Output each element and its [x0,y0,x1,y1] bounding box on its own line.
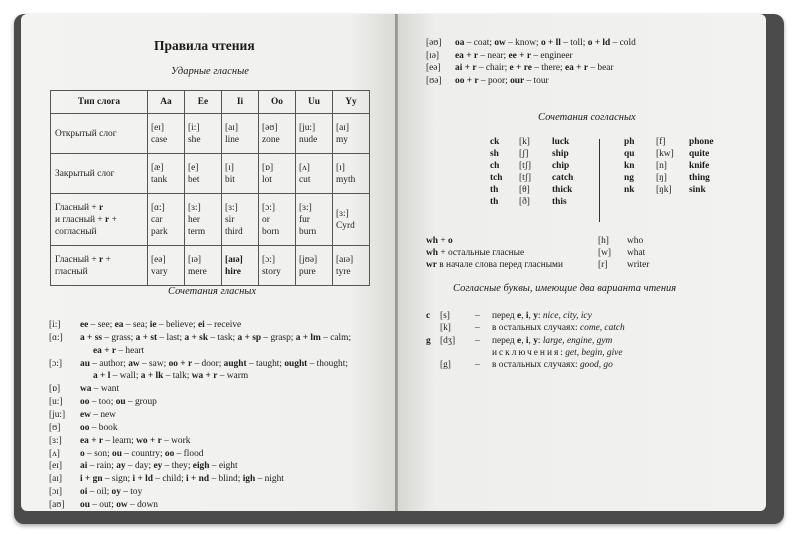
syllable-type-label: Открытый слог [51,114,148,154]
vowel-combination-rule: ou – out; ow – down [80,499,158,510]
phonetic-symbol: [tʃ] [519,173,531,183]
phonetic-symbol: [tʃ] [519,161,531,171]
vowel-combination-rule: i + gn – sign; i + ld – child; i + nd – blind; igh – night [80,474,284,485]
example-word: thick [552,185,573,195]
phonetic-symbol: [ŋ] [656,173,667,183]
vowel-table-cell: [ɪ] bit [222,154,259,194]
phonetic-symbol: [ɔ:] [49,358,63,369]
dash: – [475,335,480,346]
vowel-table-cell: [ɑ:] car park [148,194,185,246]
vowel-table-header-row [51,91,370,114]
vowel-table-cell: [ɜ:] Cyrd [333,194,370,246]
consonant-letters: nk [624,185,635,195]
vowel-combination-rule: ai – rain; ay – day; ey – they; eigh – eight [80,461,238,472]
example-word: chip [552,161,570,171]
vowel-table-cell: [aɪə] hire [222,246,259,286]
phonetic-symbol: [ɒ] [49,384,61,395]
vowel-combination-rule: wa – want [80,384,120,395]
example-word: luck [552,137,570,147]
vowel-table-cell: [aɪ] line [222,114,259,154]
phonetic-symbol: [k] [519,137,530,147]
phonetic-symbol: [aɪ] [49,474,63,485]
vowel-table-cell: [ɪə] mere [185,246,222,286]
vowel-combination-rule: oo – book [80,422,118,433]
reading-rule: перед e, i, y: large, engine, gym [492,335,613,346]
two-readings-subtitle: Согласные буквы, имеющие два варианта чтения [453,283,677,294]
example-word: thing [689,173,710,183]
dash: – [475,360,480,371]
vowel-table-cell: [eə] vary [148,246,185,286]
vowel-table-cell: [ɜ:] her term [185,194,222,246]
phonetic-symbol: [n] [656,161,667,171]
phonetic-symbol: [s] [440,311,450,321]
page-title: Правила чтения [154,38,255,53]
vowel-combination-rule: ew – new [80,409,116,420]
reading-rule: в остальных случаях: come, catch [492,323,625,334]
phonetic-symbol: [ɜ:] [49,435,62,446]
phonetic-symbol: [w] [598,248,612,258]
vowel-table-cell: [ɒ] lot [259,154,296,194]
consonant-letters: th [490,197,499,207]
stressed-vowels-subtitle: Ударные гласные [171,66,249,77]
syllable-type-label: Гласный + r и гласный + r + согласный [51,194,148,246]
phonetic-symbol: [ʊə] [426,75,442,86]
phonetic-symbol: [ʌ] [49,448,60,459]
phonetic-symbol: [ɑ:] [49,332,63,343]
vowel-table-cell: [ɜ:] fur burn [296,194,333,246]
rule-text: wh + остальные гласные [426,248,525,258]
example-word: this [552,197,567,207]
vowel-table-cell: [eɪ] case [148,114,185,154]
syllable-type-header: Тип слога [51,91,148,114]
vowel-combination-rule: oo + r – poor; our – tour [455,75,549,86]
consonant-letter: c [426,311,431,321]
phonetic-symbol: [ɔɪ] [49,487,63,498]
vowel-table-row [51,114,370,154]
vowel-combination-rule: ea + r – heart [93,345,145,356]
vowel-table-cell: [əʊ] zone [259,114,296,154]
letter-header: Ee [185,91,222,114]
example-word: what [627,248,646,258]
vowel-table-cell: [jʊə] pure [296,246,333,286]
letter-header: Oo [259,91,296,114]
column-divider [599,139,600,222]
phonetic-symbol: [f] [656,137,666,147]
phonetic-symbol: [aʊ] [49,499,65,510]
phonetic-symbol: [ʃ] [519,149,529,159]
syllable-type-label: Гласный + r + гласный [51,246,148,286]
phonetic-symbol: [eɪ] [49,461,63,472]
vowel-table-row [51,194,370,246]
reading-rule: исключения: get, begin, give [492,347,623,358]
example-word: phone [689,137,714,147]
example-word: ship [552,149,569,159]
vowel-table-cell: [ju:] nude [296,114,333,154]
vowel-table-cell: [ɜ:] sir third [222,194,259,246]
vowel-table [50,90,370,286]
vowel-combination-rule: ea + r – learn; wo + r – work [80,435,191,446]
example-word: writer [627,260,650,270]
phonetic-symbol: [ɪə] [426,50,440,61]
vowel-table-cell: [aɪə] tyre [333,246,370,286]
vowel-table-cell: [aɪ] my [333,114,370,154]
right-page [398,14,766,511]
consonant-letters: ck [490,137,500,147]
vowel-table-cell: [e] bet [185,154,222,194]
vowel-table-cell: [i:] she [185,114,222,154]
consonant-letters: ch [490,161,500,171]
phonetic-symbol: [g] [440,360,451,371]
example-word: sink [689,185,706,195]
phonetic-symbol: [əʊ] [426,38,442,48]
vowel-table-row [51,246,370,286]
vowel-table-cell: [ɪ] myth [333,154,370,194]
syllable-type-label: Закрытый слог [51,154,148,194]
consonant-combinations-subtitle: Сочетания согласных [538,112,636,123]
vowel-combination-rule: oo – too; ou – group [80,397,157,408]
letter-header: Ii [222,91,259,114]
phonetic-symbol: [r] [598,260,608,270]
vowel-combination-rule: ee – see; ea – sea; ie – believe; ei – receive [80,320,242,330]
dash: – [475,323,480,334]
vowel-table-row [51,154,370,194]
phonetic-symbol: [ʊ] [49,422,61,433]
vowel-table-cell: [ɔ:] or born [259,194,296,246]
rule-text: wh + o [426,236,453,246]
vowel-combination-rule: oa – coat; ow – know; o + ll – toll; o + ld – cold [455,38,636,48]
consonant-letters: sh [490,149,499,159]
vowel-combination-rule: a + ss – grass; a + st – last; a + sk – task; a + sp – grasp; a + lm – calm; [80,332,352,343]
phonetic-symbol: [dʒ] [440,335,456,346]
phonetic-symbol: [h] [598,236,609,246]
letter-header: Yy [333,91,370,114]
consonant-letters: ph [624,137,635,147]
phonetic-symbol: [u:] [49,397,63,408]
vowel-table-cell: [ɔ:] story [259,246,296,286]
vowel-combination-rule: ai + r – chair; e + re – there; ea + r – bear [455,63,614,73]
vowel-combination-rule: au – author; aw – saw; oo + r – door; aught – taught; ought – thought; [80,358,348,369]
vowel-combination-rule: oi – oil; oy – toy [80,487,143,498]
vowel-combination-rule: o – son; ou – country; oo – flood [80,448,204,459]
consonant-letter: g [426,335,431,346]
phonetic-symbol: [ð] [519,197,530,207]
consonant-letters: th [490,185,499,195]
example-word: catch [552,173,574,183]
example-word: quite [689,149,710,159]
vowel-combinations-subtitle: Сочетания гласных [168,286,257,297]
vowel-combination-rule: a + l – wall; a + lk – talk; wa + r – warm [93,371,249,382]
phonetic-symbol: [θ] [519,185,530,195]
phonetic-symbol: [ŋk] [656,185,672,195]
phonetic-symbol: [k] [440,323,451,334]
consonant-letters: tch [490,173,503,183]
phonetic-symbol: [ju:] [49,409,66,420]
left-page [21,14,395,511]
phonetic-symbol: [eə] [426,63,441,73]
letter-header: Aa [148,91,185,114]
example-word: knife [689,161,710,171]
vowel-table-cell: [æ] tank [148,154,185,194]
reading-rule: перед e, i, y: nice, city, icy [492,311,592,321]
dash: – [475,311,480,321]
vowel-combination-rule: ea + r – near; ee + r – engineer [455,50,573,61]
rule-text: wr в начале слова перед гласными [426,260,563,270]
letter-header: Uu [296,91,333,114]
phonetic-symbol: [kw] [656,149,674,159]
phonetic-symbol: [i:] [49,320,61,330]
consonant-letters: kn [624,161,635,171]
consonant-letters: qu [624,149,635,159]
reading-rule: в остальных случаях: good, go [492,360,613,371]
consonant-letters: ng [624,173,634,183]
vowel-table-cell: [ʌ] cut [296,154,333,194]
example-word: who [627,236,644,246]
